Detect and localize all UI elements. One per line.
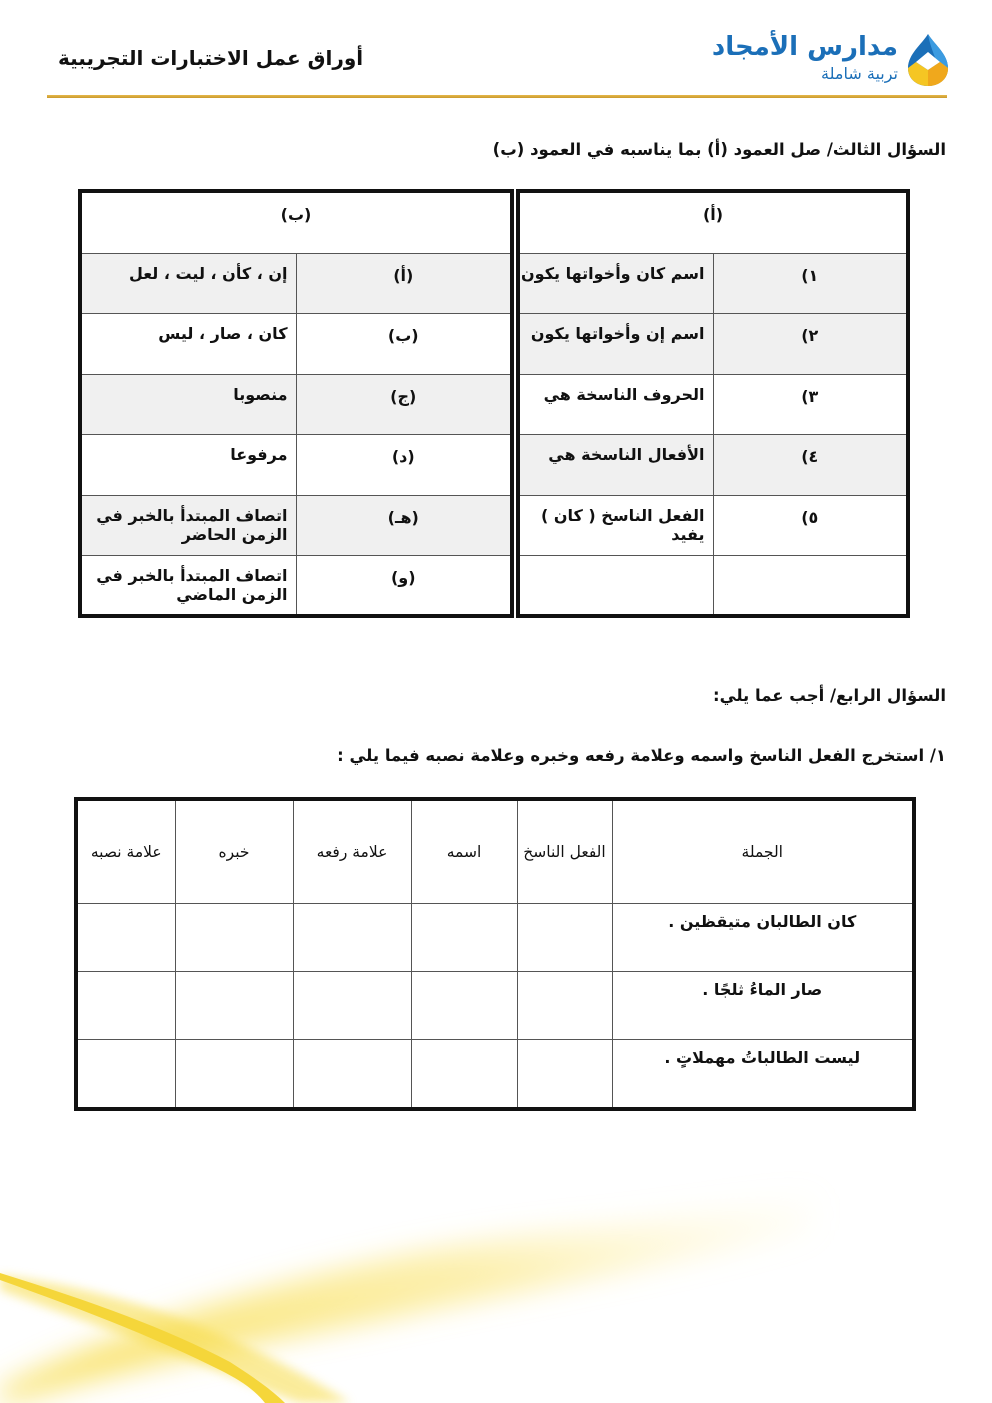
header-predicate: خبره (175, 799, 293, 904)
header-divider (47, 95, 947, 98)
row-letter: (ب) (296, 314, 512, 374)
matching-tables (78, 189, 910, 618)
answer-cell[interactable] (175, 1040, 293, 1110)
school-logo (711, 30, 952, 90)
column-a-header-row (518, 191, 908, 253)
answer-cell[interactable] (293, 972, 411, 1040)
table-row (76, 1040, 914, 1110)
answer-cell[interactable] (411, 904, 517, 972)
answer-cell[interactable] (76, 904, 175, 972)
extraction-table (74, 797, 916, 1111)
table-row (518, 495, 908, 555)
sentence-cell: صار الماءُ ثلجًا . (612, 972, 914, 1040)
row-text: الفعل الناسخ ( كان ) يفيد (518, 495, 713, 555)
row-letter: (أ) (296, 253, 512, 313)
table-row (518, 314, 908, 374)
row-number (713, 556, 908, 616)
drop-logo-icon (904, 32, 952, 88)
answer-cell[interactable] (175, 904, 293, 972)
row-text: اتصاف المبتدأ بالخبر في الزمن الحاضر (80, 495, 296, 555)
header-nasb-sign: علامة نصبه (76, 799, 175, 904)
answer-cell[interactable] (175, 972, 293, 1040)
row-number: ١) (713, 253, 908, 313)
table-row (80, 495, 512, 555)
question4-subheading: ١/ استخرج الفعل الناسخ واسمه وعلامة رفعه وخبره وعلامة نصبه فيما يلي : (337, 746, 946, 765)
column-b-table (78, 189, 514, 618)
row-text: مرفوعا (80, 435, 296, 495)
answer-cell[interactable] (76, 972, 175, 1040)
row-text: اسم إن وأخواتها يكون (518, 314, 713, 374)
school-name: مدارس الأمجاد (711, 32, 898, 62)
school-tagline: تربية شاملة (821, 64, 898, 83)
table-row (518, 435, 908, 495)
row-letter: (هـ) (296, 495, 512, 555)
column-b-header-row (80, 191, 512, 253)
row-text: اتصاف المبتدأ بالخبر في الزمن الماضي (80, 556, 296, 616)
answer-cell[interactable] (411, 1040, 517, 1110)
answer-cell[interactable] (293, 904, 411, 972)
page-header (0, 0, 992, 100)
sentence-cell: ليست الطالباتُ مهملاتٍ . (612, 1040, 914, 1110)
row-letter: (و) (296, 556, 512, 616)
table-row (80, 435, 512, 495)
row-number: ٥) (713, 495, 908, 555)
question4-heading: السؤال الرابع/ أجب عما يلي: (713, 686, 946, 705)
row-text: اسم كان وأخواتها يكون (518, 253, 713, 313)
answer-cell[interactable] (517, 972, 612, 1040)
question3-heading: السؤال الثالث/ صل العمود (أ) بما يناسبه في العمود (ب) (492, 140, 946, 159)
answer-cell[interactable] (517, 1040, 612, 1110)
answer-cell[interactable] (411, 972, 517, 1040)
row-number: ٣) (713, 374, 908, 434)
row-text: كان ، صار ، ليس (80, 314, 296, 374)
row-text: إن ، كأن ، ليت ، لعل (80, 253, 296, 313)
table-row (76, 972, 914, 1040)
column-b-header: (ب) (80, 191, 512, 253)
table-row (80, 253, 512, 313)
table-row (518, 253, 908, 313)
header-raf-sign: علامة رفعه (293, 799, 411, 904)
logo-text (712, 32, 898, 84)
header-subject: اسمه (411, 799, 517, 904)
row-text: منصوبا (80, 374, 296, 434)
row-letter: (ج) (296, 374, 512, 434)
table-row (80, 374, 512, 434)
answer-cell[interactable] (76, 1040, 175, 1110)
table-row (518, 556, 908, 616)
document-title: أوراق عمل الاختبارات التجريبية (58, 46, 364, 70)
row-number: ٢) (713, 314, 908, 374)
decorative-swoosh (0, 1130, 992, 1403)
row-text: الحروف الناسخة هي (518, 374, 713, 434)
row-number: ٤) (713, 435, 908, 495)
column-a-header: (أ) (518, 191, 908, 253)
table-row (518, 374, 908, 434)
table-row (80, 314, 512, 374)
column-a-table (516, 189, 910, 618)
row-text (518, 556, 713, 616)
sentence-cell: كان الطالبان متيقظين . (612, 904, 914, 972)
header-verb: الفعل الناسخ (517, 799, 612, 904)
answer-cell[interactable] (293, 1040, 411, 1110)
table-row (76, 904, 914, 972)
row-letter: (د) (296, 435, 512, 495)
table-row (80, 556, 512, 616)
answer-cell[interactable] (517, 904, 612, 972)
table-header-row (76, 799, 914, 904)
header-sentence: الجملة (612, 799, 914, 904)
row-text: الأفعال الناسخة هي (518, 435, 713, 495)
